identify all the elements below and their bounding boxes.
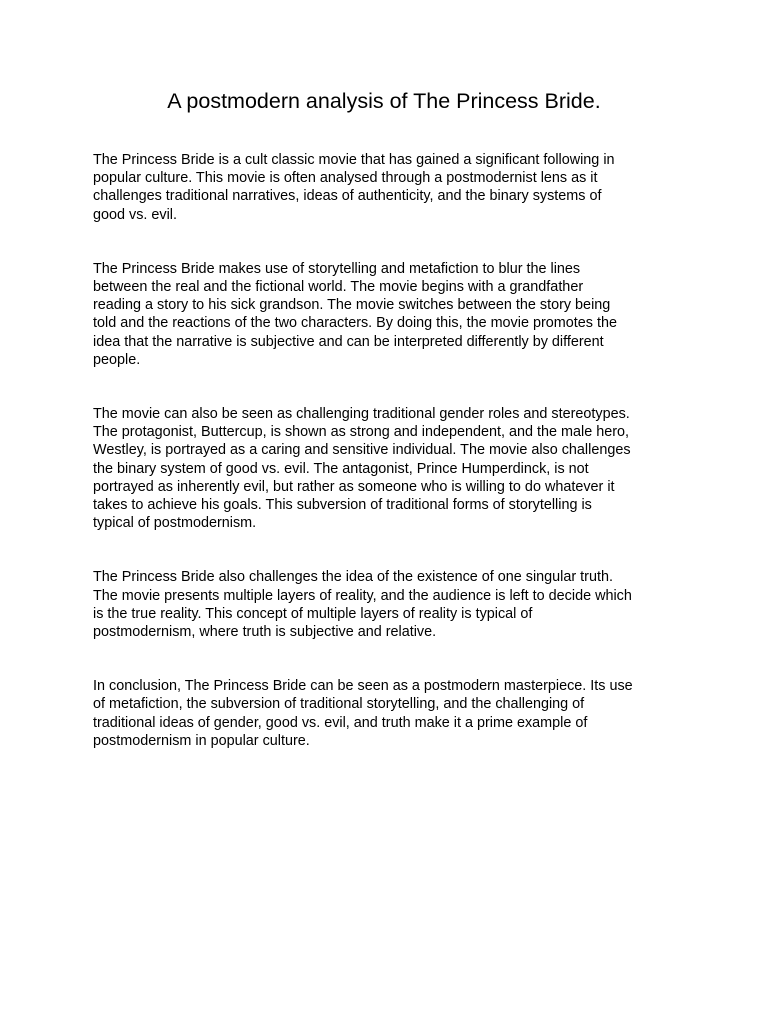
paragraph-conclusion: In conclusion, The Princess Bride can be seen as a postmodern masterpiece. Its use of metafiction, the subversion of traditional storytelling, and the challenging of traditional ideas of gender, good vs. evil, and truth make it a prime example of postmodernism in popular culture. [93, 678, 633, 749]
document-body [93, 151, 683, 786]
paragraph-metafiction: The Princess Bride makes use of storytelling and metafiction to blur the lines between the real and the fictional world. The movie begins with a grandfather reading a story to his sick grandson. The movie switches between the story being told and the reactions of the two characters. By doing this, the movie promotes the idea that the narrative is subjective and can be interpreted differently by different people. [93, 260, 617, 368]
paragraph-intro: The Princess Bride is a cult classic movie that has gained a significant following in popular culture. This movie is often analysed through a postmodernist lens as it challenges traditional narratives, ideas of authenticity, and the binary systems of good vs. evil. [93, 152, 615, 223]
paragraph-gender-roles: The movie can also be seen as challenging traditional gender roles and stereotypes. The protagonist, Buttercup, is shown as strong and independent, and the male hero, Westley, is portrayed as a caring and sensitive individual. The movie also challenges the binary system of good vs. evil. The antagonist, Prince Humperdinck, is not portrayed as inherently evil, but rather as someone who is willing to do whatever it takes to achieve his goals. This subversion of traditional forms of storytelling is typical of postmodernism. [93, 406, 631, 532]
document-title: A postmodern analysis of The Princess Bride. [167, 89, 601, 113]
paragraph-truth: The Princess Bride also challenges the idea of the existence of one singular truth. The movie presents multiple layers of reality, and the audience is left to decide which is the true reality. This concept of multiple layers of reality is typical of postmodernism, where truth is subjective and relative. [93, 569, 632, 641]
